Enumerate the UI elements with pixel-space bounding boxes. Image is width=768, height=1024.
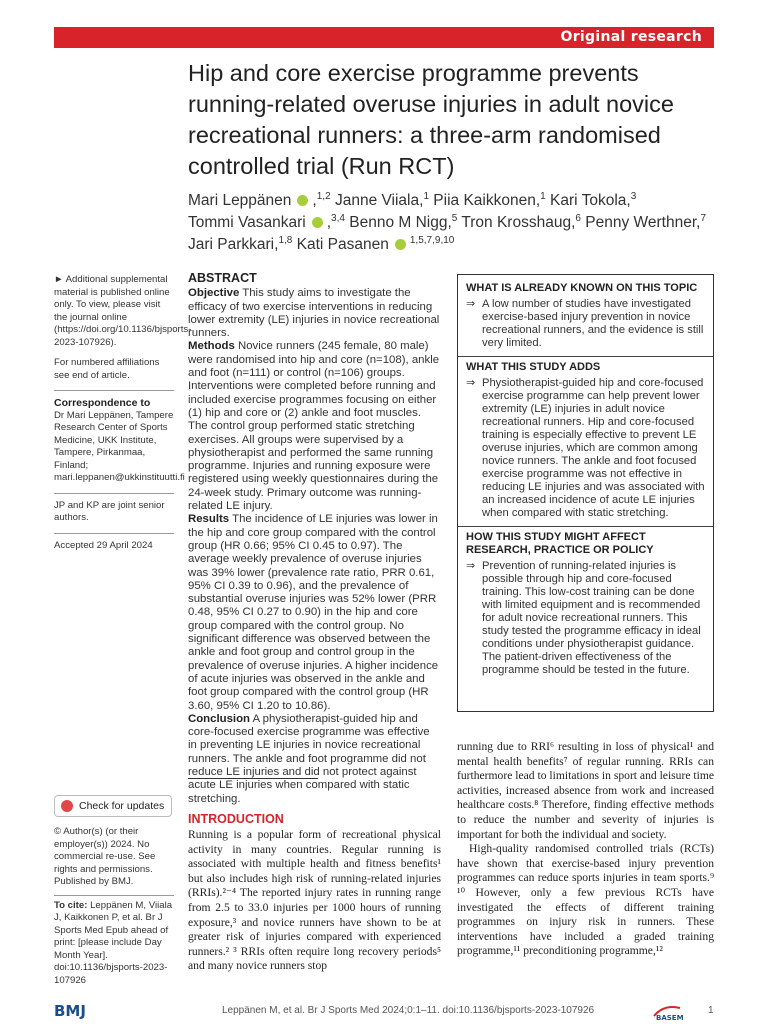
author-list: Mari Leppänen ,$^{1,2}$ Janne Viiala,$^1$ Piia Kaikkonen,$^1$ Kari Tokola,$^3$ Tommi Vasankari ,$^{3,4}$ Benno M Nigg,$^5$ Tron Krosshaug,$^6$ Penny Werthner,$^7$ Jari Parkkari,$^{1,8}$ Kati Pasanen $^{1,5,7,9,10}$: [188, 190, 706, 253]
methods-label: Methods: [188, 340, 235, 353]
introduction-heading: INTRODUCTION: [188, 812, 284, 826]
cite-text: [54, 900, 174, 988]
intro-paragraph: High-quality randomised controlled trials (RCTs) have shown that exercise-based injury prevention programmes can reduce sports injuries in team sports.⁹ ¹⁰ However, only a few previous RCTs have investigated the effects of different training programmes on injury risk in runners. These interventions have included a graded training programme,¹¹ preconditioning programme,¹²: [457, 842, 714, 958]
author-name[interactable]: Benno M Nigg,: [349, 214, 452, 231]
abstract-objective: [188, 287, 440, 340]
page-number: 1: [708, 1005, 714, 1016]
divider: [54, 533, 174, 534]
intro-paragraph: Running is a popular form of recreational physical activity in many countries. Regular running is associated with multiple health and fitness benefits¹ but also includes high risk of running-related injuries (RRIs).²⁻⁴ The reported injury rates in running range from 2.5 to 33.0 injuries per 1000 hours of running exposure,³ and novice runners have shown to be at greater risk of injuries compared with experienced runners.² ³ RRIs often require long recovery periods⁵ and many novice runners stop: [188, 828, 441, 973]
author-name[interactable]: Tron Krosshaug,: [457, 214, 576, 231]
intro-column-left: [188, 828, 441, 974]
methods-text: Novice runners (245 female, 80 male) were randomised into hip and core (n=108), ankle and foot (n=111) or control (n=106) groups. Interventions were completed before running and included exercise programmes focusing on either (1) hip and core or (2) ankle and foot muscles. The control group performed static stretching exercises. All groups were supervised by a physiotherapist and performed the same running programme. Injuries and running exposure were registered using weekly questionnaires during the 24-week study. Primary outcome was running-related LE injury.: [188, 340, 440, 513]
divider: [54, 390, 174, 391]
correspondence-text[interactable]: Dr Mari Leppänen, Tampere Research Center of Sports Medicine, UKK Institute, Tampere, Pirkanmaa, Finland; mari.leppanen@ukkinstituutti.fi: [54, 409, 185, 483]
box-heading-known: WHAT IS ALREADY KNOWN ON THIS TOPIC: [466, 282, 698, 294]
basem-logo: [650, 1002, 686, 1022]
affiliation-ref: 1,5,7,9,10: [409, 234, 455, 246]
check-updates-button[interactable]: [54, 795, 172, 817]
list-item: [466, 298, 705, 350]
author-name[interactable]: Kari Tokola,: [545, 192, 631, 209]
affiliations-note: For numbered affiliations see end of article.: [54, 357, 160, 381]
affiliation-ref: 5: [451, 212, 458, 224]
affiliation-ref: 3: [630, 190, 637, 202]
orcid-icon[interactable]: [312, 217, 323, 228]
abstract: [188, 272, 440, 806]
crossmark-icon: [61, 800, 73, 812]
divider: [458, 356, 713, 357]
divider: [54, 895, 174, 896]
section-label: Original research: [560, 29, 702, 45]
author-name[interactable]: Piia Kaikkonen,: [429, 192, 541, 209]
abstract-heading: ABSTRACT: [188, 271, 257, 285]
affiliation-ref: 7: [700, 212, 706, 224]
intro-column-right: [457, 740, 714, 959]
box-heading-affect: HOW THIS STUDY MIGHT AFFECT RESEARCH, PRACTICE OR POLICY: [466, 531, 654, 556]
abstract-methods: [188, 340, 440, 513]
cite-label: To cite:: [54, 899, 88, 911]
joint-authors-note: JP and KP are joint senior authors.: [54, 499, 165, 523]
conclusion-label: Conclusion: [188, 712, 251, 725]
abstract-end-rule: [188, 778, 318, 779]
key-messages-box: [457, 274, 714, 712]
divider: [458, 526, 713, 527]
orcid-icon[interactable]: [395, 239, 406, 250]
correspondence-heading: Correspondence to: [54, 397, 151, 409]
abstract-results: [188, 513, 440, 712]
orcid-icon[interactable]: [297, 195, 308, 206]
author-name[interactable]: Tommi Vasankari: [188, 214, 306, 231]
accepted-date: Accepted 29 April 2024: [54, 539, 153, 551]
list-item-text: A low number of studies have investigated exercise-based injury prevention in novice recreational runners, and the evidence is still very limited.: [482, 298, 704, 349]
abstract-conclusion: [188, 713, 440, 806]
intro-paragraph: running due to RRI⁶ resulting in loss of physical¹ and mental health benefits⁷ of regular running. RRIs can furthermore lead to limitations in sport and leisure time activities, increased absence from work and increased healthcare costs.⁸ Therefore, finding effective methods to reduce the number and severity of injuries is important for both the individual and society.: [457, 740, 714, 841]
objective-text: This study aims to investigate the efficacy of two exercise interventions in reducing lower extremity (LE) injuries in novice recreational runners.: [188, 287, 440, 340]
results-label: Results: [188, 513, 230, 526]
results-text: The incidence of LE injuries was lower in the hip and core group compared with the control group (HR 0.66; 95% CI 0.45 to 0.97). The average weekly prevalence of overuse injuries was 39% lower (prevalence rate ratio, PRR 0.61, 95% CI 0.39 to 0.96), and the prevalence of substantial overuse injuries was 52% lower (PRR 0.48, 95% CI 0.27 to 0.90) in the hip and core group compared with the control group. No significant difference was observed between the ankle and foot group and control group in the prevalence of overuse injuries. A higher incidence of acute injuries was observed in the ankle and foot group compared with the control group (HR 3.60, 95% CI 1.20 to 10.86).: [188, 513, 439, 712]
author-name[interactable]: Penny Werthner,: [580, 214, 701, 231]
author-name[interactable]: Jari Parkkari,: [188, 236, 279, 253]
affiliation-ref: 1,8: [278, 234, 293, 246]
basem-logo-text: BASEM: [656, 1014, 684, 1022]
supplemental-note[interactable]: ► Additional supplemental material is published online only. To view, please visit the journal online (https://doi.org/10.1136/bjsports-2023-107926).: [54, 274, 192, 348]
list-item-text: Physiotherapist-guided hip and core-focused exercise programme can help prevent lower extremity (LE) injuries in adult novice recreational runners. Hip and core-focused training is especially effective to prevent LE overuse injuries, which are common among novice runners. The ankle and foot focused exercise programme was not effective in reducing LE injuries and was associated with an increased incidence of acute LE injuries when compared with static stretching.: [482, 377, 705, 519]
list-item: [466, 377, 705, 520]
affiliation-ref: 1: [540, 190, 546, 202]
arrow-icon: ⇒: [466, 560, 476, 572]
objective-label: Objective: [188, 287, 240, 300]
footer-citation: Leppänen M, et al. Br J Sports Med 2024;0:1–11. doi:10.1136/bjsports-2023-107926: [222, 1005, 595, 1016]
author-name[interactable]: Kati Pasanen: [292, 236, 389, 253]
list-item: [466, 560, 705, 677]
section-banner: [54, 27, 714, 48]
affiliation-ref: 1: [423, 190, 429, 202]
sidebar-notes: [54, 274, 192, 552]
check-updates-label: Check for updates: [79, 800, 165, 812]
copyright-block: [54, 826, 174, 987]
affiliation-ref: 3,4: [331, 212, 345, 224]
cite-body: Leppänen M, Viiala J, Kaikkonen P, et al. Br J Sports Med Epub ahead of print: [please include Day Month Year]. doi:10.1136/bjsports-2023-107926: [54, 899, 173, 986]
article-title: Hip and core exercise programme prevents running-related overuse injuries in adult novice recreational runners: a three-arm randomised controlled trial (Run RCT): [188, 60, 674, 179]
copyright-text: © Author(s) (or their employer(s)) 2024. No commercial re-use. See rights and permissions. Published by BMJ.: [54, 826, 156, 887]
arrow-icon: ⇒: [466, 377, 476, 389]
list-item-text: Prevention of running-related injuries is possible through hip and core-focused training. This low-cost training can be done with limited equipment and is recommended for adult novice recreational runners. This study tested the programme efficacy in ideal conditions under physiotherapist guidance. The patient-driven effectiveness of the programme should be tested in the future.: [482, 560, 701, 676]
conclusion-text: A physiotherapist-guided hip and core-focused exercise programme was effective in preventing LE injuries in novice recreational runners. The ankle and foot programme did not reduce LE injuries and did not protect against acute LE injuries when compared with static stretching.: [188, 712, 430, 805]
divider: [54, 493, 174, 494]
box-heading-adds: WHAT THIS STUDY ADDS: [466, 361, 601, 373]
author-name[interactable]: Janne Viiala,: [334, 192, 424, 209]
arrow-icon: ⇒: [466, 298, 476, 310]
affiliation-ref: 1,2: [316, 190, 331, 202]
affiliation-ref: 6: [575, 212, 581, 224]
author-name[interactable]: Mari Leppänen: [188, 192, 292, 209]
bmj-logo[interactable]: BMJ: [54, 1002, 86, 1020]
